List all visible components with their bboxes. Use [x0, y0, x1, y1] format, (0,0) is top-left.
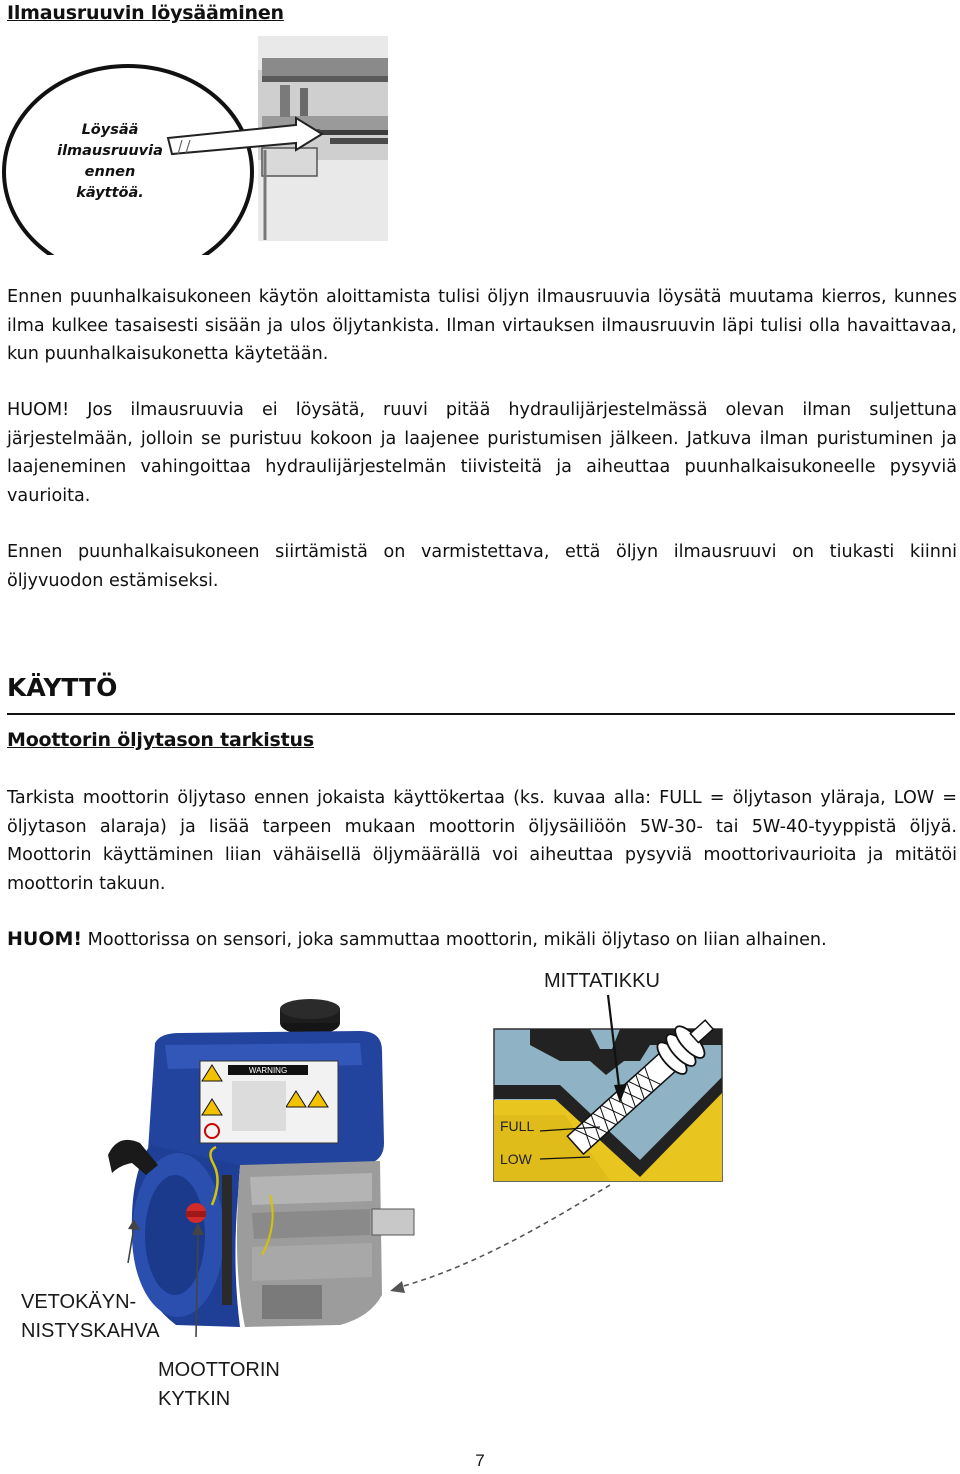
subheading-oil-check: Moottorin öljytason tarkistus	[7, 729, 314, 751]
engine-photo	[108, 999, 414, 1327]
engine-switch-label	[158, 1356, 280, 1414]
starter-label-line-2: NISTYSKAHVA	[21, 1320, 160, 1342]
section-heading-bleed-screw: Ilmausruuvin löysääminen	[7, 2, 284, 24]
callout-line-3: ennen	[84, 164, 136, 180]
paragraph-oil-note	[7, 925, 957, 955]
paragraph-oil-check: Tarkista moottorin öljytaso ennen jokaista käyttökertaa (ks. kuvaa alla: FULL = öljytason yläraja, LOW = öljytason alaraja) ja lisää tarpeen mukaan moottorin öljysäiliöön 5W-30- tai 5W-40-tyyppistä öljyä. Moottorin käyttäminen liian vähäisellä öljymäärällä voi aiheuttaa pysyviä moottorivaurioita ja mitätöi moottorin takuun.	[7, 788, 957, 894]
note-label: HUOM!	[7, 928, 83, 950]
note-text: Moottorissa on sensori, joka sammuttaa moottorin, mikäli öljytaso on liian alhainen.	[82, 930, 827, 950]
switch-label-line-1: MOOTTORIN	[158, 1359, 280, 1381]
paragraph-bleed-transport: Ennen puunhalkaisukoneen siirtämistä on varmistettava, että öljyn ilmausruuvi on tiukasti kiinni öljyvuodon estämiseksi.	[7, 542, 957, 591]
callout-line-1: Löysää	[81, 122, 139, 138]
engine-figure	[0, 965, 960, 1425]
low-label: LOW	[500, 1151, 532, 1167]
warning-label: WARNING	[248, 1066, 288, 1075]
title-divider	[7, 713, 955, 715]
dipstick-label: MITTATIKKU	[544, 970, 660, 992]
starter-handle-label	[21, 1288, 160, 1346]
full-label: FULL	[500, 1118, 535, 1134]
page-number: 7	[475, 1451, 485, 1470]
callout-line-4: käyttöä.	[76, 185, 144, 201]
section-title-operation: KÄYTTÖ	[7, 673, 118, 702]
paragraph-bleed-intro: Ennen puunhalkaisukoneen käytön aloittamista tulisi öljyn ilmausruuvia löysätä muutama kierros, kunnes ilma kulkee tasaisesti sisään ja ulos öljytankista. Ilman virtauksen ilmausruuvin läpi tulisi olla havaittavaa, kun puunhalkaisukonetta käytetään.	[7, 287, 957, 364]
paragraph-bleed-note: HUOM! Jos ilmausruuvia ei löysätä, ruuvi pitää hydraulijärjestelmässä olevan ilman suljettuna järjestelmään, jolloin se puristuu kokoon ja laajenee puristumisen jälkeen. Jatkuva ilman puristuminen ja laajeneminen vahingoittaa hydraulijärjestelmän tiivisteitä ja aiheuttaa puunhalkaisukoneelle pysyviä vaurioita.	[7, 400, 957, 506]
starter-label-line-1: VETOKÄYN-	[21, 1291, 137, 1313]
switch-label-line-2: KYTKIN	[158, 1388, 231, 1410]
callout-line-2: ilmausruuvia	[57, 143, 163, 159]
callout-text	[20, 120, 200, 204]
